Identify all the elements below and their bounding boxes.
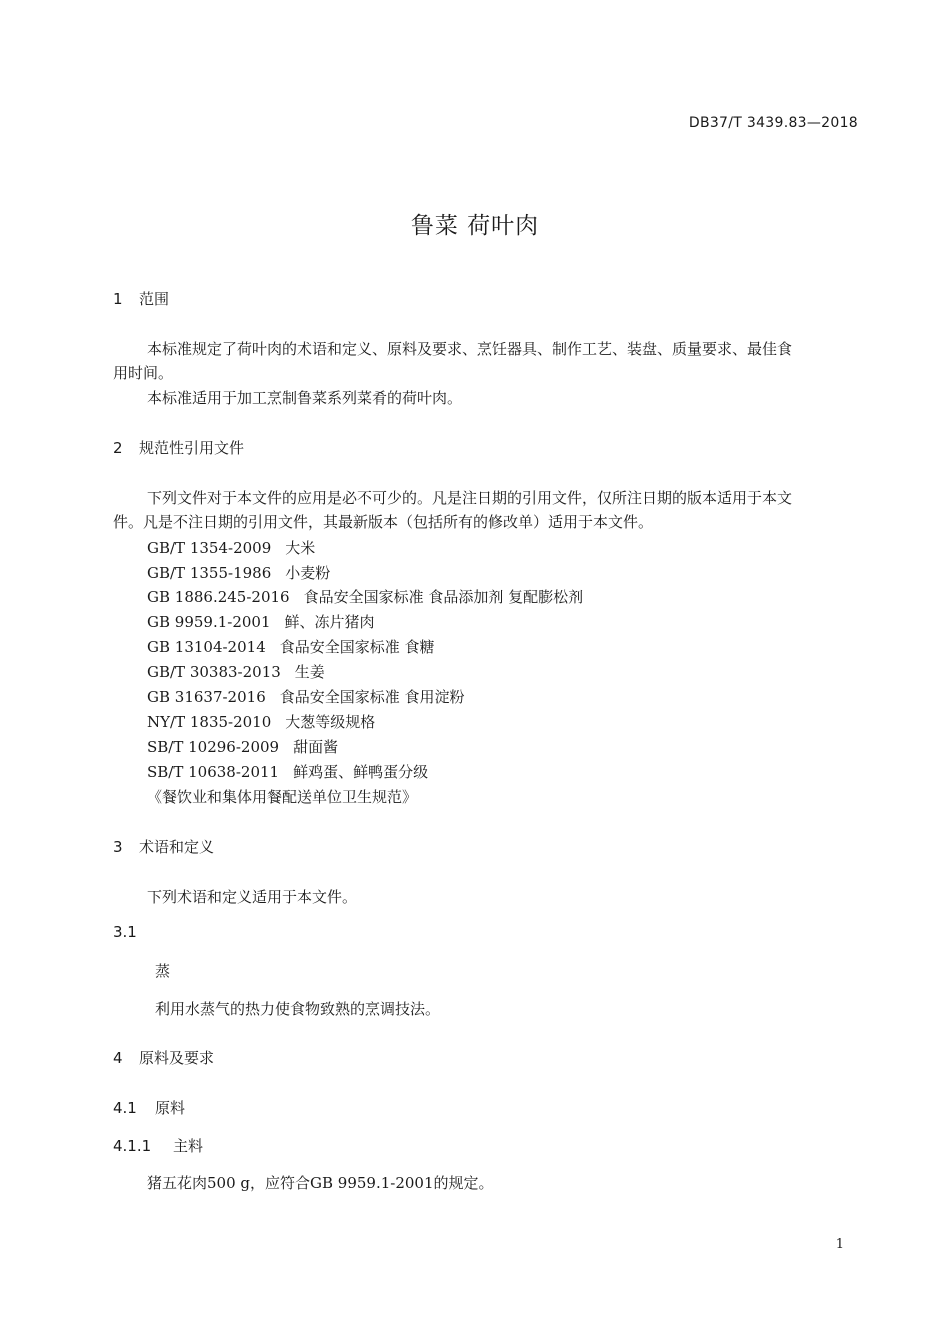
page-number: 1 <box>835 1237 844 1252</box>
reference-code: GB 1886.245-2016 <box>147 588 290 606</box>
reference-code: SB/T 10296-2009 <box>147 738 280 756</box>
reference-item <box>147 761 428 782</box>
section-2-heading <box>113 437 244 458</box>
section-number: 4.1 <box>113 1099 137 1117</box>
term-definition: 利用水蒸气的热力使食物致熟的烹调技法。 <box>155 1000 441 1018</box>
reference-code: GB 31637-2016 <box>147 688 266 706</box>
reference-name: 甜面酱 <box>293 738 339 756</box>
references-intro-line1: 下列文件对于本文件的应用是必不可少的。凡是注日期的引用文件，仅所注日期的版本适用于本文 <box>147 489 793 507</box>
reference-name: 大葱等级规格 <box>285 713 376 731</box>
reference-name: 大米 <box>285 539 316 557</box>
reference-name: 生姜 <box>294 663 325 681</box>
subsection-3-1-number: 3.1 <box>113 923 137 941</box>
section-title: 规范性引用文件 <box>139 439 245 457</box>
reference-code: GB/T 1354-2009 <box>147 539 272 557</box>
scope-paragraph-line2: 用时间。 <box>113 364 174 382</box>
reference-code: GB 13104-2014 <box>147 638 266 656</box>
reference-code: GB/T 30383-2013 <box>147 663 281 681</box>
section-number: 4.1.1 <box>113 1137 152 1155</box>
reference-code: NY/T 1835-2010 <box>147 713 272 731</box>
main-ingredient-text: 猪五花肉500 g，应符合GB 9959.1-2001的规定。 <box>147 1174 494 1192</box>
reference-code: SB/T 10638-2011 <box>147 763 280 781</box>
scope-applicability: 本标准适用于加工烹制鲁菜系列菜肴的荷叶肉。 <box>147 389 463 407</box>
scope-paragraph-line1: 本标准规定了荷叶肉的术语和定义、原料及要求、烹饪器具、制作工艺、装盘、质量要求、最佳食 <box>147 340 793 358</box>
subsection-4-1-heading <box>113 1097 185 1118</box>
reference-item <box>147 611 375 632</box>
reference-code: GB 9959.1-2001 <box>147 613 271 631</box>
reference-name: 小麦粉 <box>285 564 331 582</box>
reference-item <box>147 736 338 757</box>
section-3-heading <box>113 836 214 857</box>
reference-name: 食品安全国家标准 食品添加剂 复配膨松剂 <box>303 588 584 606</box>
section-title: 主料 <box>173 1137 204 1155</box>
reference-code: GB/T 1355-1986 <box>147 564 272 582</box>
references-intro-line2: 件。凡是不注日期的引用文件，其最新版本（包括所有的修改单）适用于本文件。 <box>113 513 654 531</box>
reference-name: 食品安全国家标准 食用淀粉 <box>279 688 465 706</box>
section-title: 范围 <box>139 290 170 308</box>
reference-item <box>147 586 583 607</box>
reference-item <box>147 711 375 732</box>
section-number: 1 <box>113 290 123 308</box>
reference-name: 鲜鸡蛋、鲜鸭蛋分级 <box>293 763 429 781</box>
standard-code: DB37/T 3439.83—2018 <box>688 115 858 131</box>
section-title: 原料及要求 <box>139 1049 215 1067</box>
reference-item <box>147 562 330 583</box>
reference-item-hygiene-code: 《餐饮业和集体用餐配送单位卫生规范》 <box>147 788 418 806</box>
reference-name: 鲜、冻片猪肉 <box>284 613 375 631</box>
document-title: 鲁菜 荷叶肉 <box>410 213 540 239</box>
terms-intro: 下列术语和定义适用于本文件。 <box>147 888 358 906</box>
section-1-heading <box>113 288 169 309</box>
section-number: 2 <box>113 439 123 457</box>
section-title: 术语和定义 <box>139 838 215 856</box>
reference-item <box>147 661 325 682</box>
term-name: 蒸 <box>155 962 171 980</box>
section-4-heading <box>113 1047 214 1068</box>
reference-item <box>147 686 465 707</box>
section-number: 3 <box>113 838 123 856</box>
reference-item <box>147 537 315 558</box>
section-title: 原料 <box>155 1099 186 1117</box>
section-number: 4 <box>113 1049 123 1067</box>
reference-item <box>147 636 435 657</box>
subsection-4-1-1-heading <box>113 1135 203 1156</box>
reference-name: 食品安全国家标准 食糖 <box>279 638 435 656</box>
